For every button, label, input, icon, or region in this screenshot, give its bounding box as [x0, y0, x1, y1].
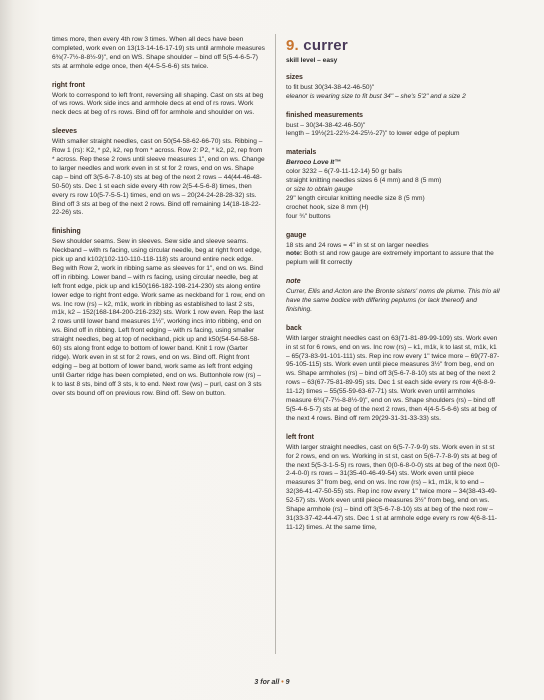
right-column — [286, 36, 502, 539]
finished-measurements-heading: finished measurements — [286, 111, 363, 119]
sizes-line: to fit bust 30(34-38-42-46-50)" — [286, 83, 375, 91]
circular-needle: 29" length circular knitting needle size 8 (5 mm) — [286, 194, 425, 202]
finishing-heading: finishing — [52, 228, 81, 236]
right-front-text: Work to correspond to left front, reversing all shaping. Cast on sts at beg of ws rows. Work side incs and armhole decs at end of rs rows. Work neck decs at beg of rs rows. Bind off for armhole and shoulder on ws. — [52, 91, 264, 117]
pattern-title — [286, 38, 502, 54]
right-front-heading: right front — [52, 81, 85, 89]
sizes-heading: sizes — [286, 73, 303, 81]
gauge-heading: gauge — [286, 231, 307, 239]
note-text: Currer, Ellis and Acton are the Bronte sisters' noms de plume. This trio all have the same bodice with differing peplums (or lack thereof) and finishing. — [286, 288, 500, 313]
yarn-name: Berroco Love It™ — [286, 159, 341, 167]
sleeves-text: With smaller straight needles, cast on 50(54-58-62-66-70) sts. Ribbing – Row 1 (rs): K2, * p2, k2, rep from * across. Row 2: P2, * k2, p2, rep from * across. Rep these 2 rows until sleeve measures 1", end on ws. Change to larger needles and work even in st st for 2 rows, end on ws. Shape cap – bind off 3(5-6-7-8-10) sts at beg of the next 2 rows – 44(44-46-48-50-50) sts. Dec 1 st each side every 4th row 2(5-4-5-6-8) times, then every rs row 10(5-7-5-5-1) times, end on ws – 20(24-24-28-28-32) sts. Bind off 3 sts at beg of the next 2 rows. Bind off remaining 14(18-18-22-22-26) sts. — [52, 138, 265, 217]
bust-measurement: bust – 30(34-38-42-46-50)" — [286, 121, 366, 129]
column-divider — [275, 34, 276, 654]
crochet-hook: crochet hook, size 8 mm (H) — [286, 203, 369, 211]
yarn-color: color 3232 – 6(7-9-11-12-14) 50 gr balls — [286, 168, 403, 176]
gauge-note-label: note: — [286, 250, 303, 258]
back-text: With larger straight needles cast on 63(71-81-89-99-109) sts. Work even in st st for 6 rows, end on ws. Inc row (rs) – k1, m1k, k to last st, m1k, k1 – 65(73-83-91-101-111) sts. Rep inc row every 1" twice more – 69(77-87-95-105-115) sts. Work even until piece measures 3½" from beg, end on ws. Shape armholes (rs) – bind off 3(5-6-7-8-10) sts at beg of the next 2 rows – 63(67-75-81-89-95) sts. Dec 1 st each side every rs row 4(6-8-9-11-12) times – 55(55-59-63-67-71) sts. Work even until armholes measure 6¾(7-7½-8-8½-9)", end on ws. Shape shoulders (rs) – bind off 5(5-4-6-5-7) sts at beg of the next 2 rows, then 4(4-5-5-6-6) sts at beg of the next 4 rows. Bind off rem 29(29-31-31-33-33) sts. — [286, 334, 500, 422]
gauge-note-text: Both st and row gauge are extremely important to assure that the peplum will fit correctly — [286, 250, 494, 267]
pattern-name: currer — [303, 37, 348, 54]
model-size-note: eleanor is wearing size to fit bust 34" – she's 5'2" and a size 2 — [286, 92, 466, 100]
footer-collection: 3 for all — [254, 679, 280, 686]
finishing-text: Sew shoulder seams. Sew in sleeves. Sew side and sleeve seams. Neckband – with rs facing, using circular needle, beg at right front edge, pick up and k102(102-110-110-118-118) sts around entire neck edge. Beg with Row 2, work in ribbing same as sleeves for 1", end on ws. Bind off in ribbing. Lower band – with rs facing, using circular needle, beg at left front edge, pick up and k150(166-182-198-214-230) sts along entire lower edge to right front edge. Work same as neckband for 1 row, end on ws. Inc row (rs) – k2, m1k, work in ribbing as established to last 2 sts, m1k, k2 – 152(168-184-200-216-232) sts. Work 1 row even. Rep the last 2 rows until lower band measures 1½", working incs into ribbing, end on ws. Bind off in ribbing. Left front edging – with rs facing, using smaller straight needles, beg at top of neckband, pick up and k50(54-54-58-58-60) sts along front edge to bottom of lower band. Knit 1 row (Garter ridge). Work even in st st for 2 rows, end on ws. Bind off. Right front edging – beg at bottom of lower band, work same as left front edging until Garter ridge has been completed, end on ws. Buttonhole row (rs) – k to last 8 sts, bind off 3 sts, k to end. Next row (ws) – purl, cast on 3 sts over sts bound off on previous row. Bind off. Sew on button. — [52, 238, 265, 397]
pattern-number: 9. — [286, 37, 299, 54]
skill-level: skill level – easy — [286, 57, 338, 64]
materials-heading: materials — [286, 149, 317, 157]
gauge-needle-note: or size to obtain gauge — [286, 185, 353, 193]
left-column — [52, 36, 266, 405]
intro-paragraph: times more, then every 4th row 3 times. When all decs have been completed, work even on 13(13-14-16-17-19) sts until armhole measures 6¾(7-7½-8-8½-9)", end on WS. Shape shoulder – bind off 5(5-4-6-5-7) sts at armhole edge once, then 4(4-5-5-6-6) sts twice. — [52, 36, 265, 70]
page-footer — [0, 679, 544, 686]
page-number: 9 — [285, 679, 290, 686]
gauge-note — [286, 250, 502, 268]
note-heading: note — [286, 278, 301, 286]
left-front-text: With larger straight needles, cast on 6(5-7-7-9-9) sts. Work even in st st for 2 rows, end on ws. Working in st st, cast on 5(6-7-7-8-9) sts at beg of the next 5(5-3-1-5-5) rs rows, then 0(0-6-8-0-0) sts at beg of the next 0(0-2-4-0-0) rs rows – 31(35-40-46-49-54) sts. Work even until piece measures 3" from beg, end on ws. Inc row (rs) – k1, m1k, k to end – 32(36-41-47-50-55) sts. Rep inc row every 1" twice more – 34(38-43-49-52-57) sts. Work even until piece measures 3½" from beg, end on ws. Shape armhole (rs) – bind off 3(5-6-7-8-10) sts at beg of the next row – 31(33-37-42-44-47) sts. Dec 1 st at armhole edge every rs row 4(6-8-11-11-12) times. At the same time, — [286, 443, 500, 531]
length-measurement: length – 19½(21-22½-24-25½-27)" to lower edge of peplum — [286, 130, 460, 138]
gauge-line: 18 sts and 24 rows = 4" in st st on larger needles — [286, 241, 429, 249]
buttons: four ¾" buttons — [286, 212, 331, 220]
footer-separator: • — [279, 679, 286, 686]
straight-needles: straight knitting needles sizes 6 (4 mm) and 8 (5 mm) — [286, 177, 442, 185]
back-heading: back — [286, 324, 302, 332]
left-front-heading: left front — [286, 433, 314, 441]
sleeves-heading: sleeves — [52, 128, 77, 136]
